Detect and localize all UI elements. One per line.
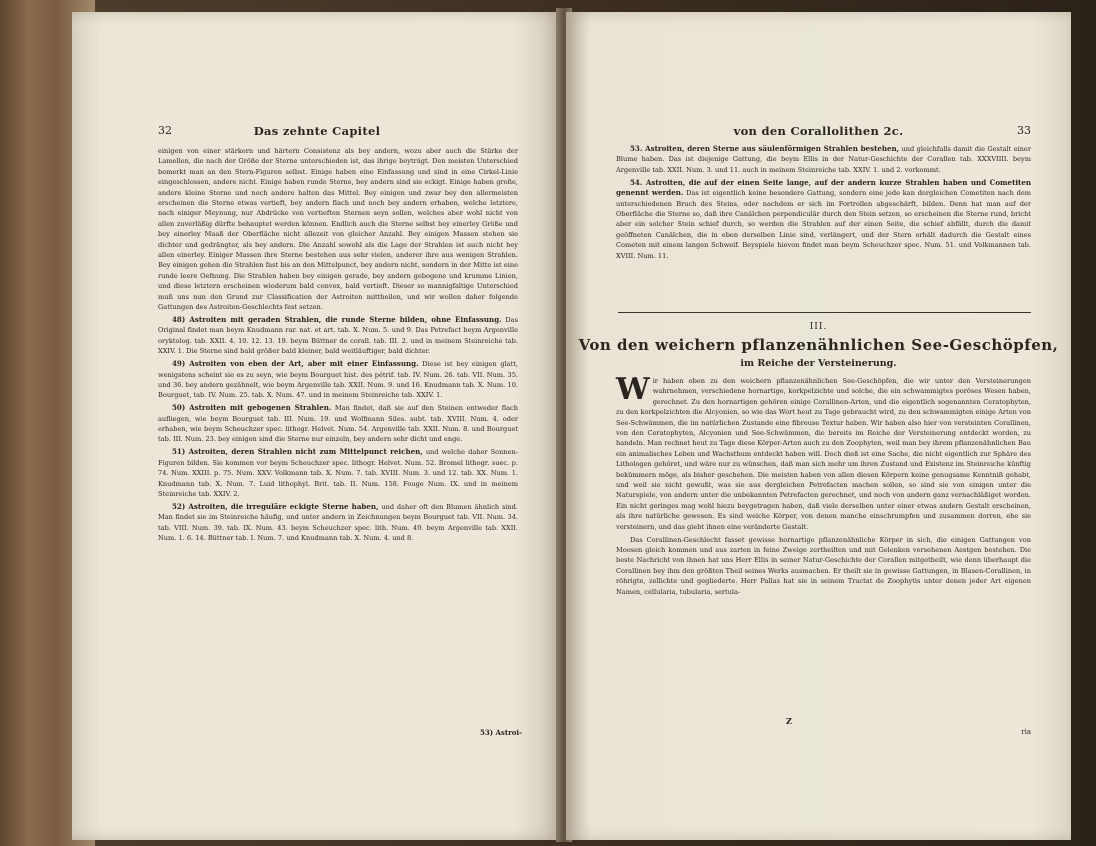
section-title: Von den weichern pflanzenähnlichen See-Geschöpfen, xyxy=(578,336,1059,354)
right-page-top-body xyxy=(616,144,1031,263)
entry-52 xyxy=(158,502,518,544)
entry-50 xyxy=(158,403,518,445)
section-paragraph: Das Corallinen-Geschlecht fasset gewisse hornartige pflanzenähnliche Körper in sich, die einigen Gattungen von Moosen gleich kommen und aus zarten in feine Zweige zertheilten und mit Gelenken versehenen Aestgen bestehen. Die beste Nachricht von ihnen hat uns Herr Ellis in seiner Natur-Geschichte der Corallen mitgetheilt, wie denn überhaupt die Corallinen bey ihm den größten Theil seines Werks ausmachen. Er theilt sie in gewisse Gattungen, in Blasen-Corallinen, in röhrigte, zellichte und gegliederte. Herr Pallas hat sie in seinem Tractat de Zoophytis unter denen jeder Art eigenen Namen, cellularia, tubularia, sertula- xyxy=(616,535,1031,596)
entry-lead: 49) Astroiten von eben der Art, aber mit einer Einfassung. xyxy=(172,359,419,369)
entry-49 xyxy=(158,359,518,401)
entry-text: und gleichfalls damit die Gestalt einer Blume haben. Das ist diejenige Gattung, die beym Ellis in der Natur-Geschichte der Corallen tab. XXXVIIII. beym Argenville tab. XXII. Num. 3. und 11. auch in meinem Steinreiche tab. XXIV. 1. und 2. vorkommt. xyxy=(616,145,1031,174)
entry-text: Diese ist bey einigen glatt, wenigstens scheint sie es zu seyn, wie beym Bourguet hist. des pétrif. tab. IV. Num. 26. tab. VII. Num. 35. und 36. bey andern gezähnelt, wie beym Argenville tab. XXII. Num. 9. und 16. Knudmann tab. X. Num. 10. Bourguet, tab. IV. Num. 25. tab. X. Num. 47. und in meinem Steinreiche tab. XXIV. 1. xyxy=(158,360,519,400)
entry-lead: 54. Astroiten, die auf der einen Seite lange, auf der andern kurze Strahlen haben und Cometiten genennt werden. xyxy=(616,177,1031,198)
right-catchword: ria xyxy=(1021,728,1031,736)
right-page xyxy=(566,12,1071,840)
entry-48 xyxy=(158,315,518,357)
left-page-header xyxy=(72,124,562,142)
section-paragraph: Wir haben oben zu den weichern pflanzenähnlichen See-Geschöpfen, die wir unter den Versteinerungen wahrnehmen, verschiedene hornartige, korkpelzichte und solche, die ein schwammigtes poröses Wesen haben, gerechnet. Zu den hornartigen gehören einige Corallinen-Arten, und die eigentlich sogenannten Ceratophyten, zu den korkpelzichten die Alcyonien, so wie das Wort heut zu Tage gebraucht wird, zu den schwammigten einige Arten von See-Schwämmen, die im natürlichen Zustande eine fibreuse Textur haben. Wir haben also hier von versteinten Corallinen, von den Ceratophyten, Alcyonien und See-Schwämmen, die bereits im Reiche der Versteinerung entdeckt worden, zu handeln. Man rechnet heut zu Tage diese Körper-Arten auch zu den Zoophyten, weil man bey ihrem pflanzenähnlichen Bau ein animalisches Leben und Wachsthum entdeckt haben will. Doch dieß ist eine Sache, die nicht eigentlich zur Sphäre des Lithologen gehöret, und wäre nur zu wünschen, daß man sich mehr um ihren Zustand und Existenz im Steinreiche künftig bekümmern möge, als bisher geschehen. Die meisten haben von allen diesen Körpern keine genugsame Kenntniß gehabt, und weil sie nicht gewußt, was sie aus dergleichen Petrefacten machen sollen, so sind sie von einigen unter die Naturspiele, von andern unter die unbekannten Petrefacten gerechnet, und noch von andern ganz vernachläßiget worden. Ein nicht geringes mag wohl hiezu beygetragen haben, daß viele derselben unter einer etwas andern Gestalt erscheinen, als ihre natürliche gewesen. Es sind weiche Körper, von denen manche einschrumpfen und zusammen dorren, ehe sie versteinern, und das giebt ihnen eine veränderte Gestalt. xyxy=(616,372,1031,531)
left-page xyxy=(72,12,562,840)
left-running-head: Das zehnte Capitel xyxy=(253,124,381,138)
entry-text: Man findet, daß sie auf den Steinen entweder flach aufliegen, wie beym Bourguet tab. III. Num. 19. und Wolfmann Siles. subt. tab. XVIII. Num. 4. oder erhaben, wie beym Scheuchzer spec. lithogr. Helvet. Num. 54. Argenville tab. XXII. Num. 8. und Bourguet tab. III. Num. 23. bey einigen sind die Sterne nur einzeln, bey andern sehr dicht und enge. xyxy=(158,404,518,444)
left-catchword: 53) Astroi- xyxy=(479,728,522,737)
entry-53 xyxy=(616,144,1031,175)
left-page-number: 32 xyxy=(158,124,172,137)
entry-51 xyxy=(158,447,518,499)
entry-lead: 53. Astroiten, deren Sterne aus säulenförmigen Strahlen bestehen, xyxy=(630,144,900,153)
right-page-header xyxy=(566,124,1071,142)
entry-text: Das Original findet man beym Knudmann rar. nat. et art. tab. X. Num. 5. und 9. Das Petrefact beym Argenville oryktolog. tab. XXII. 4. 10. 12. 13. 19. beym Büttner de corall. tab. III. 2. und in meinem Steinreiche tab. XXIV. 1. Die Sterne sind bald größer bald kleiner, bald weitläuftiger, bald dichter. xyxy=(158,316,518,356)
left-page-body xyxy=(158,146,518,546)
entry-lead: 51) Astroiten, deren Strahlen nicht zum Mittelpunct reichen, xyxy=(172,447,423,457)
section-number: III. xyxy=(809,322,828,332)
signature-mark: Z xyxy=(786,716,792,726)
section-subtitle: im Reiche der Versteinerung. xyxy=(740,358,897,369)
entry-lead: 52) Astroiten, die irreguläre eckigte Sterne haben, xyxy=(172,501,379,511)
entry-54 xyxy=(616,178,1031,261)
entry-text: und daher oft den Blumen ähnlich sind. Man findet sie im Steinreiche häufig, und unter andern in Zeichnungen beym Bourguet tab. VII. Num. 34. tab. VIII. Num. 39. tab. IX. Num. 43. beym Scheuchzer spec. lith. Num. 49. beym Argenville tab. XXII. Num. 1. 6. 14. Büttner tab. I. Num. 7. und Knudmann tab. X. Num. 4. und 8. xyxy=(158,502,518,543)
entry-lead: 50) Astroiten mit gebogenen Strahlen. xyxy=(172,403,332,413)
right-page-number: 33 xyxy=(1017,124,1031,137)
left-paragraph: einigen von einer stärkern und härtern Consistenz als bey andern, wozu aber auch die Stärke der Lamellen, die nach der Größe der Sterne unterschieden ist, das ihrige beyträgt. Den meisten Unterschied bemerkt man an den Stern-Figuren selbst. Einige haben eine Einfassung und sind in eine Cirkel-Linie eingeschlossen, andere nicht. Einige haben runde Sterne, bey andern sind sie eckigt. Einige haben große, andere kleine Sterne und noch andere halten das Mittel. Bey einigen und zwar bey den allermeisten erscheinen die Sterne etwas vertieft, bey andern flach und noch bey andern erhaben, welche letztere, nach einiger Meynung, nur Abdrücke von vertieften Sternen seyn sollen, welches aber wohl nicht von allen zuverläßig dürfte behauptet werden können. Endlich auch die Sterne selbst bey einerley Größe und bey einerley Maaß der Oberfläche nicht allezeit von gleicher Anzahl. Bey einigen Massen stehen sie dichter und gedrängter, als bey andern. Die Anzahl sowohl als die Lage der Strahlen ist auch nicht bey allen einerley. Einiger Massen ihre Sterne bestehen aus sehr vielen, anderer ihre aus wenigen Strahlen. Bey einigen gehen die Strahlen fast bis an den Mittelpunct, bey andern nicht, sondern in der Mitte ist eine runde leere Oefnung. Die Strahlen haben bey einigen gerade, bey andern gebogene und krumme Linien, und diese letztern erscheinen wiederum bald convex, bald vertieft. Dieser so mannigfaltige Unterschied muß uns nun den Grund zur Classification der Astroiten mittheilen, und wir wollen daher folgende Gattungen des Astroiten-Geschlechts fest setzen. xyxy=(158,147,518,312)
entry-text: und welche daher Sonnen-Figuren bilden. Sie kommen vor beym Scheuchzer spec. lithogr. Helvet. Num. 52. Bromel lithogr. suec. p. 74. Num. XXIII. p. 75. Num. XXV. Volkmann tab. X. Num. 7. tab. XVIII. Num. 3. und 12. tab. XX. Num. 1. Knudmann tab. X. Num. 7. Luid lithophyl. Brit. tab. II. Num. 158. Fouge Num. IX. und in meinem Steinreiche tab. XXIV. 2. xyxy=(158,448,518,498)
right-running-head: von den Corallolithen 2c. xyxy=(733,124,904,138)
drop-capital: W xyxy=(616,372,650,407)
section-divider xyxy=(618,312,1031,313)
entry-lead: 48) Astroiten mit geraden Strahlen, die runde Sterne bilden, ohne Einfassung. xyxy=(172,315,502,324)
right-page-section-body xyxy=(616,372,1031,600)
entry-text: Das ist eigentlich keine besondere Gattung, sondern eine jede kan dergleichen Cometiten nach dem unterschiedenen Bruch des Steins, oder nachdem er sich im Fortrollen abgeschärft, bilden. Denn hat man auf der Oberfläche die Sterne so, daß ihre Canälchen perpendiculär durch den Stein setzen, so erscheinen die Sterne rund, bricht aber ein solcher Stein schief durch, so werden die Strahlen auf der einen Seite, die schief abfällt, durch die damit geöffneten Canälchen, die in eben derselben Linie sind, verlängert, und der Stern erhält dadurch die Gestalt eines Cometen mit einem langen Schweif. Beyspiele hievon findet man beym Scheuchzer spec. Num. 51. und Volkmannen tab. XVIII. Num. 11. xyxy=(616,189,1031,260)
